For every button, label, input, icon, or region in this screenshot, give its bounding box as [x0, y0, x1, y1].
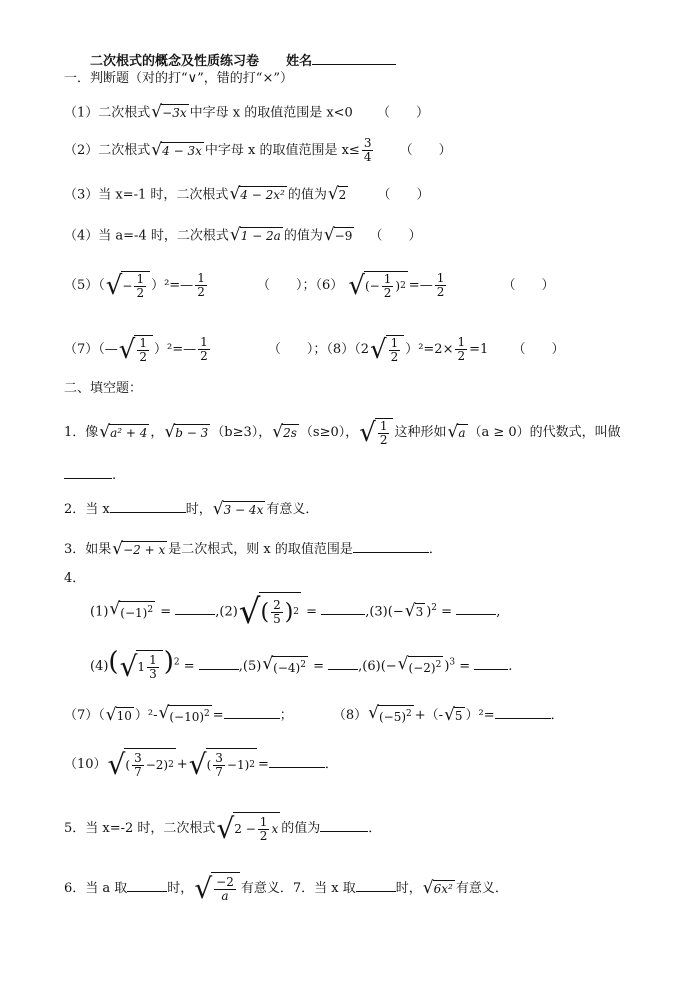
q-text: +（- — [414, 708, 444, 723]
fill-q4-row2: (4)( √ 1 $\frac{1}{3}$ )$^2$ = ,(5) √ $(-4)^2$ = ,(6)(− √ $(-2)^2$ )$^3$ = . — [90, 647, 513, 683]
radical: √ a — [447, 421, 466, 442]
item-text: 当 x=-1 时，二次根式 — [98, 187, 229, 203]
q-text: ）²= — [465, 708, 495, 723]
q-text: 有意义． — [455, 881, 508, 896]
radicand: −9 — [334, 229, 353, 243]
denominator: 2 — [197, 285, 205, 299]
item-text: ）²=— — [154, 342, 197, 357]
item-text: （2 — [354, 342, 369, 357]
q-text: 的值为 — [281, 821, 321, 836]
judge-item-4 — [64, 227, 422, 246]
radical: √ 1 − 2a — [229, 225, 281, 245]
judge-item-5-6: （5）（ √ − $\frac{1}{2}$ ）²=— $\frac{1}{2}$ （ ）；（6） √ (− $\frac{1}{2}$ ) 2 =— $\frac{1}{2}$ （ ） — [64, 270, 555, 301]
radical: √ b − 3 — [164, 421, 209, 442]
sub-number: (1) — [90, 604, 109, 620]
radical: √ $\frac{1}{2}$ — [370, 335, 404, 365]
radical: √ $(-10)^2$ — [158, 703, 210, 724]
answer-blank[interactable] — [474, 655, 508, 670]
answer-bracket[interactable]: （ ） — [512, 342, 565, 357]
q-text: ； — [279, 708, 293, 723]
radicand: b − 3 — [175, 425, 209, 440]
item-text: =1 — [469, 342, 489, 357]
item-text: 中字母 x 的取值范围是 x<0 — [189, 105, 353, 121]
radical: √ $\frac{1}{2}$ — [359, 418, 393, 448]
fill-q4-10: （10） √ ( $\frac{3}{7}$ −2) 2 + √ ( $\frac{3}{7}$ −1) 2 = ． — [64, 747, 338, 781]
radical: √ −2 + x — [112, 538, 166, 559]
q-text: ． — [368, 821, 382, 836]
fill-q1-answer — [64, 464, 116, 485]
radicand: 2s — [283, 425, 297, 440]
page-title — [90, 50, 396, 71]
radical: √ 10 — [105, 704, 132, 725]
q-text: 时， — [167, 881, 194, 896]
fraction: $\frac{1}{2}$ — [136, 271, 145, 300]
fill-q5 — [64, 810, 381, 848]
radical: √ $\frac{-2}{a}$ — [194, 872, 240, 906]
denominator: 4 — [363, 150, 372, 164]
item-number: （1） — [64, 105, 99, 121]
answer-bracket[interactable]: （ ） — [502, 278, 555, 293]
answer-bracket[interactable]: （ ） — [399, 143, 452, 158]
answer-blank[interactable] — [495, 704, 551, 719]
fraction: $\frac{1}{2}$ — [200, 335, 208, 363]
item-number: （2） — [64, 143, 99, 158]
answer-blank[interactable] — [356, 877, 396, 892]
item-text: 二次根式 — [98, 143, 151, 158]
name-blank[interactable] — [312, 50, 396, 65]
q-text: 时， — [185, 502, 212, 517]
item-text: 的值为 — [283, 228, 323, 244]
q-text: = — [212, 708, 224, 723]
q-text: 5．当 x=-2 时，二次根式 — [64, 821, 216, 836]
radical: √ $(-4)^2$ — [262, 654, 306, 675]
radical: √ $(-2)^2$ — [397, 654, 442, 675]
q-text: 是二次根式，则 x 的取值范围是 — [168, 542, 353, 557]
item-number: （3） — [64, 187, 99, 203]
q-text: （7）（ — [64, 708, 105, 723]
fill-q4-row1: (1) √ $(-1)^2$ = ,(2) √ ( $\frac{2}{5}$ ) 2 = ,(3)(− √ 3 )$^2$ = , — [90, 591, 501, 632]
fill-q3 — [64, 538, 442, 559]
q-text: （10） — [64, 757, 107, 772]
radical: √ 4 − 2x² — [229, 184, 285, 204]
q-text: （s≥0）， — [299, 425, 359, 440]
radicand: a — [458, 425, 466, 440]
radical: √ $(-1)^2$ — [109, 599, 154, 621]
answer-blank[interactable] — [353, 538, 429, 553]
item-number: （7） — [64, 342, 99, 357]
answer-blank[interactable] — [320, 817, 368, 832]
radical: √ 2 − $\frac{1}{2}$ x — [216, 811, 279, 845]
radicand: a² + 4 — [110, 425, 148, 440]
item-text: （— — [98, 342, 118, 357]
sub-number: (2) — [219, 604, 238, 620]
q-text: ． — [428, 542, 442, 557]
radical: √ a² + 4 — [99, 421, 148, 442]
q-text: 时， — [395, 881, 422, 896]
section2-heading: 二、填空题： — [64, 381, 143, 396]
radical: √ 4 − 3x — [151, 139, 202, 160]
radical: √ 2s — [272, 421, 297, 442]
radical: √ (− $\frac{1}{2}$ ) 2 — [348, 270, 406, 301]
radicand: 4 − 2x² — [240, 188, 285, 202]
sub-number: (4) — [90, 659, 109, 674]
q-text: ． — [324, 757, 338, 772]
q-text: = — [258, 757, 269, 772]
judge-item-1 — [64, 104, 429, 123]
q-text: 1．像 — [64, 425, 99, 440]
radical: √ ( $\frac{3}{7}$ −2) 2 — [107, 747, 174, 781]
radicand: 3 − 4x — [223, 502, 264, 517]
radical: √ 3 − 4x — [212, 498, 264, 519]
item-text: 二次根式 — [98, 105, 151, 121]
radical: √ 6x² — [422, 877, 453, 898]
radical: √ 5 — [444, 704, 463, 725]
radicand: −2 + x — [123, 542, 166, 557]
item-number: （5） — [64, 278, 99, 293]
sub-number: (6) — [362, 659, 381, 674]
item-text: ）²=— — [151, 278, 194, 293]
radicand: 4 − 3x — [162, 143, 202, 158]
q-text: 2．当 x — [64, 502, 110, 517]
judge-item-2 — [64, 136, 452, 166]
q-text: . — [112, 468, 117, 483]
item-text: ）²=2× — [405, 342, 454, 357]
answer-bracket[interactable]: （ ）； — [256, 278, 316, 293]
answer-blank[interactable] — [321, 600, 365, 615]
name-label: 姓名 — [286, 54, 313, 69]
radical: √ −3x — [151, 102, 187, 122]
item-number: （4） — [64, 228, 99, 244]
answer-blank[interactable] — [175, 600, 215, 615]
judge-item-7-8 — [64, 330, 564, 370]
item-text: 的值为 — [287, 187, 327, 203]
q-text: 3．如果 — [64, 542, 112, 557]
fraction — [362, 137, 374, 164]
q-text: 有意义． — [266, 502, 319, 517]
radical: √ $(-5)^2$ — [368, 703, 412, 724]
item-text: — — [419, 278, 433, 293]
fill-q2 — [64, 498, 318, 519]
radical: √ $\frac{1}{2}$ — [119, 335, 153, 365]
radical: √ −9 — [323, 225, 353, 245]
q-text: 这种形如 — [394, 425, 447, 440]
q-text: （b≥3）， — [211, 425, 272, 440]
section1-heading: 一．判断题（对的打“∨”，错的打“×”） — [64, 71, 293, 86]
numerator: 3 — [363, 136, 372, 150]
fill-q4-7-8 — [64, 704, 564, 726]
answer-blank[interactable] — [127, 877, 167, 892]
q-text: ． — [550, 708, 564, 723]
radicand: 6x² — [433, 881, 453, 896]
fill-q4-label: 4． — [64, 571, 86, 586]
item-text: 当 a=-4 时，二次根式 — [98, 228, 229, 244]
answer-blank[interactable] — [328, 655, 358, 670]
answer-bracket[interactable]: （ ） — [369, 228, 422, 244]
radical: √ ( $\frac{2}{5}$ ) 2 — [238, 591, 300, 632]
fraction: $\frac{1}{2}$ — [457, 335, 466, 363]
judge-item-3 — [64, 186, 429, 205]
q-text: （a ≥ 0）的代数式，叫做 — [468, 425, 621, 440]
fraction: $\frac{1}{2}$ — [436, 271, 445, 299]
radical: √ ( $\frac{3}{7}$ −1) 2 — [188, 747, 256, 781]
answer-bracket[interactable]: （ ） — [377, 187, 430, 203]
radical: √ 3 — [404, 600, 424, 621]
radicand: 1 − 2a — [240, 229, 281, 243]
q-text: （8） — [332, 708, 368, 723]
fraction — [195, 272, 207, 299]
numerator: 1 — [197, 271, 205, 285]
answer-blank[interactable] — [269, 753, 325, 768]
sub-number: (3) — [369, 604, 388, 620]
title-text: 二次根式的概念及性质练习卷 — [90, 54, 260, 69]
item-number: （6） — [315, 278, 344, 293]
radicand: −3x — [162, 106, 187, 120]
q-text: 6．当 a 取 — [64, 881, 128, 896]
item-text: 中字母 x 的取值范围是 x≤ — [204, 143, 360, 158]
fill-q6-q7 — [64, 868, 508, 910]
answer-blank[interactable] — [199, 655, 239, 670]
radicand: 2 — [338, 188, 347, 202]
radical: √ − $\frac{1}{2}$ — [106, 271, 150, 301]
paren-open: （ — [98, 278, 105, 293]
q-text: ）²- — [134, 708, 158, 723]
radical: √ 1 $\frac{1}{3}$ — [120, 650, 163, 684]
answer-blank[interactable] — [456, 600, 496, 615]
answer-bracket[interactable]: （ ） — [376, 105, 429, 121]
answer-blank[interactable] — [110, 498, 186, 513]
radical: √ 2 — [327, 184, 347, 204]
item-number: （8） — [326, 342, 355, 357]
answer-blank[interactable] — [64, 464, 112, 479]
q-text: 有意义．7．当 x 取 — [240, 881, 356, 896]
fill-q1: 1．像 √ a² + 4 ， √ b − 3 （b≥3）， √ 2s （s≥0）， √ $\frac{1}{2}$ 这种形如 √ a （a ≥ 0）的代数式，叫做 — [64, 417, 621, 448]
answer-blank[interactable] — [224, 704, 280, 719]
sub-number: (5) — [242, 659, 262, 674]
answer-bracket[interactable]: （ ）； — [267, 342, 327, 357]
